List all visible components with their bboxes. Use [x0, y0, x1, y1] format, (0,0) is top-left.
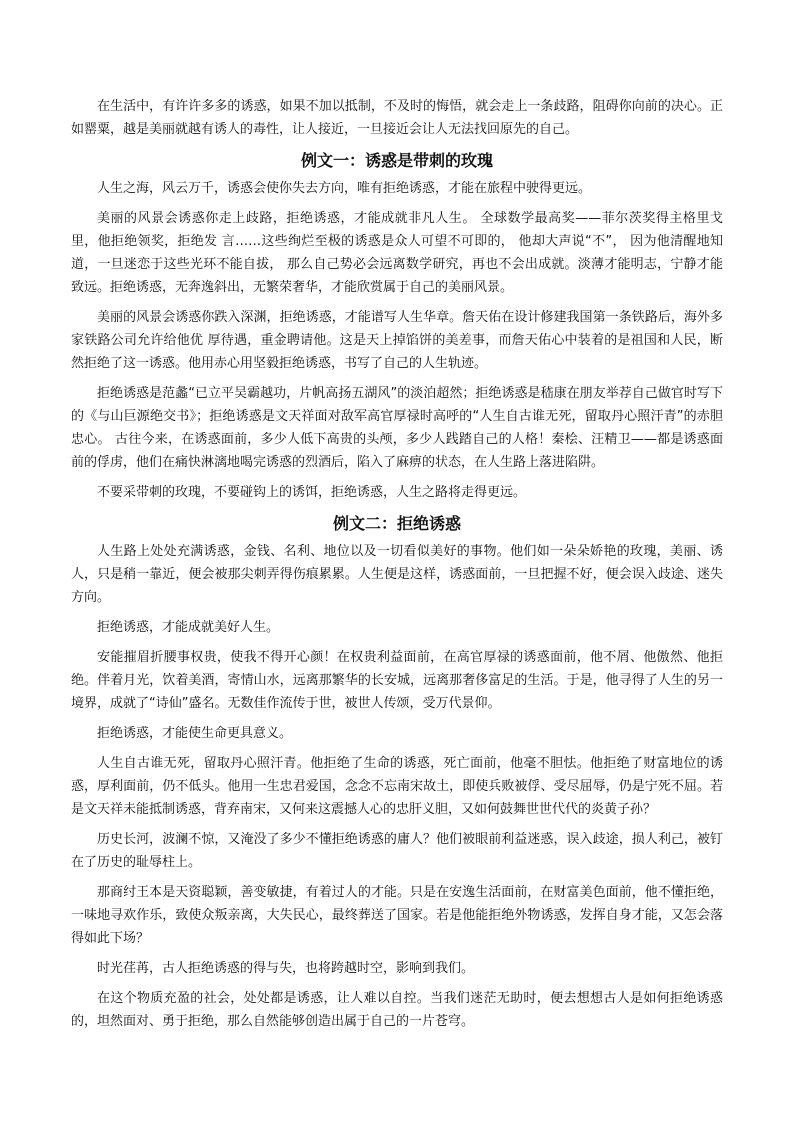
- essay2-paragraph: 历史长河，波澜不惊，又淹没了多少不懂拒绝诱惑的庸人？他们被眼前利益迷惑，误入歧途，损人利己，被钉在了历史的耻辱柱上。: [71, 832, 723, 870]
- essay2-paragraph: 安能摧眉折腰事权贵，使我不得开心颜！在权贵利益面前，在高官厚禄的诱惑面前，他不屑、他傲然、他拒绝。伴着月光，饮着美酒，寄情山水，远离那繁华的长安城，远离那奢侈富足的生活。于是，他寻得了人生的另一境界，成就了“诗仙”盛名。无数佳作流传于世，被世人传颂，受万代景仰。: [71, 650, 723, 711]
- essay2-paragraph: 拒绝诱惑，才能使生命更具意义。: [97, 726, 293, 741]
- essay2-paragraph: 人生自古谁无死，留取丹心照汗青。他拒绝了生命的诱惑，死亡面前，他毫不胆怯。他拒绝了财富地位的诱惑，厚利面前，仍不低头。他用一生忠君爱国，念念不忘南宋故土，即使兵败被俘、受尽屈辱，仍是宁死不屈。若是文天祥未能抵制诱惑，背弃南宋，又何来这震撼人心的忠肝义胆，又如何鼓舞世世代代的炎黄子孙？: [71, 756, 723, 817]
- essay1-paragraph: 不要采带刺的玫瑰，不要碰钩上的诱饵，拒绝诱惑，人生之路将走得更远。: [97, 485, 527, 500]
- document-page: [71, 95, 723, 1040]
- essay1-paragraph: 美丽的风景会诱惑你走上歧路，拒绝诱惑，才能成就非凡人生。 全球数学最高奖——菲尔茨奖得主格里戈里，他拒绝领奖，拒绝发 言……这些绚烂至极的诱惑是众人可望不可即的， 他却大声说“不”， 因为他清醒地知道，一旦迷恋于这些光环不能自拔， 那么自己势必会远离数学研究，再也不会出成就。淡薄才能明志，宁静才能致远。拒绝诱惑，无奔逸斜出，无繁荣奢华，才能欣赏属于自己的美丽风景。: [71, 211, 723, 295]
- essay2-paragraph: 人生路上处处充满诱惑，金钱、名利、地位以及一切看似美好的事物。他们如一朵朵娇艳的玫瑰，美丽、诱人，只是稍一靠近，便会被那尖刺弄得伤痕累累。人生便是这样，诱惑面前，一旦把握不好，便会误入歧途、迷失方向。: [71, 544, 723, 605]
- essay2-paragraph: 在这个物质充盈的社会，处处都是诱惑，让人难以自控。当我们迷茫无助时，便去想想古人是如何拒绝诱惑的，坦然面对、勇于拒绝，那么自然能够创造出属于自己的一片苍穹。: [71, 991, 723, 1029]
- intro-paragraph: 在生活中，有许许多多的诱惑，如果不加以抵制，不及时的悔悟，就会走上一条歧路，阻碍你向前的决心。正如罂粟，越是美丽就越有诱人的毒性，让人接近，一旦接近会让人无法找回原先的自己。: [71, 99, 723, 137]
- essay1-paragraph: 美丽的风景会诱惑你跌入深渊，拒绝诱惑，才能谱写人生华章。詹天佑在设计修建我国第一条铁路后，海外多家铁路公司允许给他优 厚待遇，重金聘请他。这是天上掉馅饼的美差事，而詹天佑心中装着的是祖国和人民，断然拒绝了这一诱惑。他用赤心用坚毅拒绝诱惑，书写了自己的人生轨迹。: [71, 310, 723, 371]
- essay2-title: 例文二：拒绝诱惑: [332, 514, 461, 533]
- essay2-paragraph: 时光荏苒，古人拒绝诱惑的得与失，也将跨越时空，影响到我们。: [97, 961, 475, 976]
- essay2-paragraph: 拒绝诱惑，才能成就美好人生。: [97, 620, 280, 635]
- essay1-paragraph: 拒绝诱惑是范蠡“已立平吴霸越功，片帆高扬五湖风”的淡泊超然；拒绝诱惑是嵇康在朋友举荐自己做官时写下的《与山巨源绝交书》；拒绝诱惑是文天祥面对敌军高官厚禄时高呼的“人生自古谁无死，留取丹心照汗青”的赤胆忠心。 古往今来，在诱惑面前，多少人低下高贵的头颅，多少人践踏自己的人格！秦桧、汪精卫——都是诱惑面前的俘虏，他们在痛快淋漓地喝完诱惑的烈酒后，陷入了麻痹的状态，在人生路上落进陷阱。: [71, 386, 723, 470]
- essay2-paragraph: 那商纣王本是天资聪颖，善变敏捷，有着过人的才能。只是在安逸生活面前，在财富美色面前，他不懂拒绝，一味地寻欢作乐，致使众叛亲离，大失民心，最终葬送了国家。若是他能拒绝外物诱惑，发挥自身才能，又怎会落得如此下场？: [71, 885, 723, 946]
- essay1-paragraph: 人生之海，风云万千，诱惑会使你失去方向，唯有拒绝诱惑，才能在旅程中驶得更远。: [97, 181, 592, 196]
- essay1-title: 例文一：诱惑是带刺的玫瑰: [300, 151, 493, 170]
